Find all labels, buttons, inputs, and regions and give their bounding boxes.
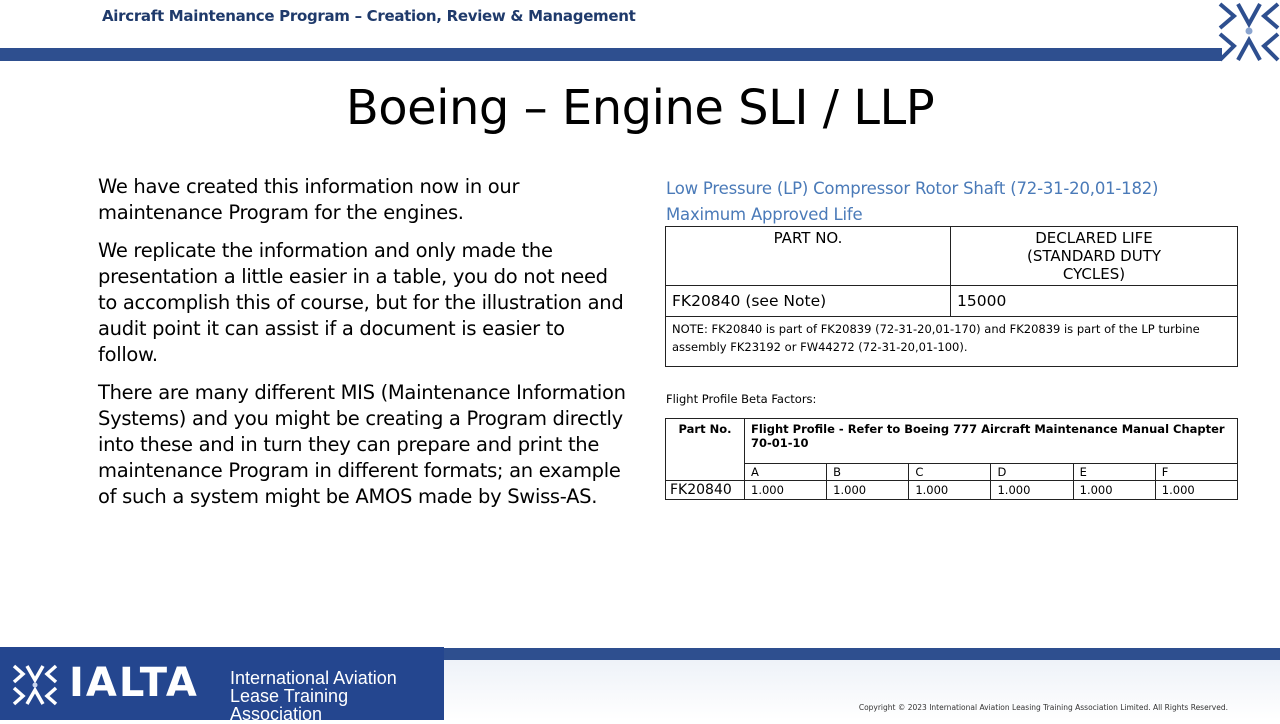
table-row: [666, 286, 1238, 317]
beta-value-cell: 1.000: [1073, 481, 1155, 500]
part-number-cell: FK20840: [666, 481, 745, 500]
ialta-full-name: [230, 669, 444, 723]
paragraph: There are many different MIS (Maintenance Information Systems) and you might be creating a Program directly into these and in turn they can prepare and print the maintenance Program in different formats; an example of such a system might be AMOS made by Swiss-AS.: [98, 381, 626, 508]
table-row: [666, 317, 1238, 367]
body-text: [98, 174, 628, 522]
column-header-part: PART NO.: [666, 227, 951, 286]
table-row: [666, 419, 1238, 464]
life-header-line: (STANDARD DUTY: [1027, 247, 1161, 265]
column-header-life: [951, 227, 1238, 286]
table-row: [666, 464, 1238, 481]
beta-value-cell: 1.000: [991, 481, 1073, 500]
profile-header: C: [909, 464, 991, 481]
note-line: NOTE: FK20840 is part of FK20839 (72-31-20,01-170) and FK20839 is part of the LP turbine: [672, 322, 1200, 336]
column-header-profile: Flight Profile - Refer to Boeing 777 Aircraft Maintenance Manual Chapter 70-01-10: [745, 419, 1238, 464]
footer-bar: [440, 648, 1280, 660]
paragraph: We have created this information now in our maintenance Program for the engines.: [98, 175, 520, 224]
beta-value-cell: 1.000: [1155, 481, 1237, 500]
llp-heading-line2: Maximum Approved Life: [666, 205, 863, 224]
column-header-part: Part No.: [666, 419, 745, 481]
beta-value-cell: 1.000: [827, 481, 909, 500]
profile-header: E: [1073, 464, 1155, 481]
table-row: [666, 481, 1238, 500]
table-row: [666, 227, 1238, 286]
profile-header: B: [827, 464, 909, 481]
part-number-cell: FK20840 (see Note): [666, 286, 951, 317]
declared-life-cell: 15000: [951, 286, 1238, 317]
ialta-name-line: International Aviation: [230, 668, 397, 688]
copyright-notice: Copyright © 2023 International Aviation Leasing Training Association Limited. All Rights Reserved.: [858, 703, 1228, 712]
ialta-mark-icon: [12, 664, 58, 706]
note-cell: [666, 317, 1238, 367]
page-title: Boeing – Engine SLI / LLP: [345, 80, 935, 136]
beta-value-cell: 1.000: [745, 481, 827, 500]
header-title: Aircraft Maintenance Program – Creation, Review & Management: [102, 7, 636, 25]
profile-header: D: [991, 464, 1073, 481]
note-line: assembly FK23192 or FW44272 (72-31-20,01-100).: [672, 340, 968, 354]
llp-heading: [666, 176, 1158, 228]
llp-heading-line1: Low Pressure (LP) Compressor Rotor Shaft (72-31-20,01-182): [666, 179, 1159, 198]
profile-header: A: [745, 464, 827, 481]
beta-factors-label: Flight Profile Beta Factors:: [666, 392, 817, 406]
profile-header: F: [1155, 464, 1237, 481]
beta-value-cell: 1.000: [909, 481, 991, 500]
life-header-line: CYCLES): [1062, 265, 1126, 283]
paragraph: We replicate the information and only made the presentation a little easier in a table, you do not need to accomplish this of course, but for the illustration and audit point it can assist if a document is easier to follow.: [98, 239, 624, 366]
llp-table: [665, 226, 1238, 367]
ialta-wordmark: IALTA: [69, 660, 199, 706]
beta-factors-table: [665, 418, 1238, 500]
ialta-logo: [0, 647, 444, 724]
ialta-name-line: Lease Training Association: [230, 686, 349, 724]
ialta-emblem-icon: [1218, 0, 1280, 62]
life-header-line: DECLARED LIFE: [1035, 229, 1153, 247]
header-bar: [0, 48, 1222, 61]
